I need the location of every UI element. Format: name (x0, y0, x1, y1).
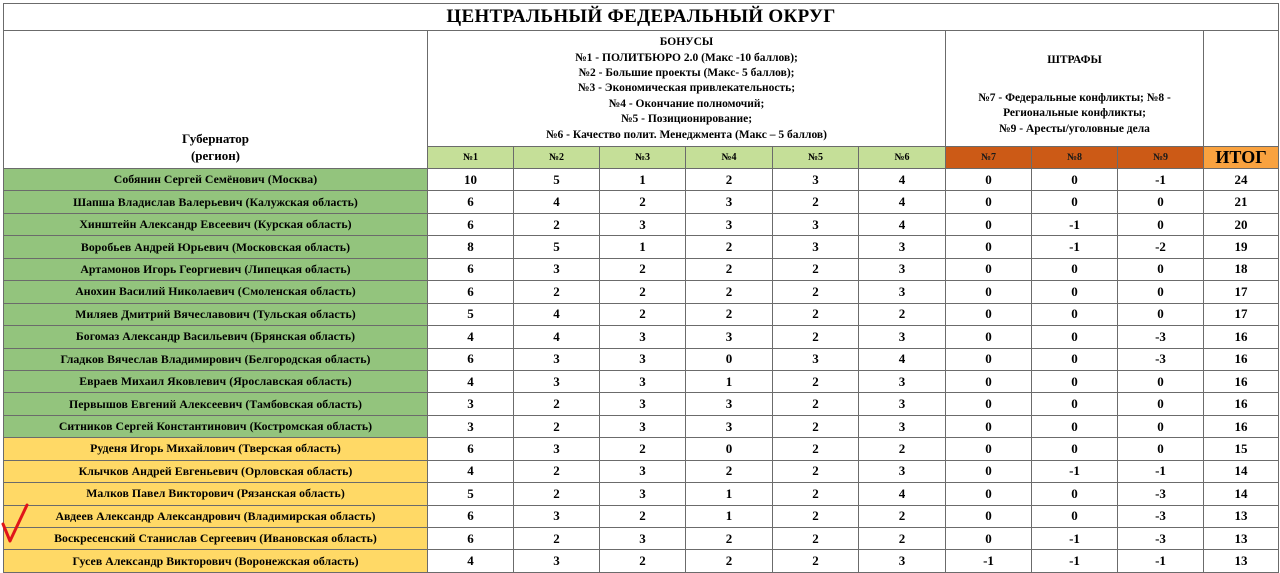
score-cell: 0 (1032, 505, 1118, 527)
score-cell: 1 (686, 505, 773, 527)
total-cell: 17 (1204, 281, 1279, 303)
score-cell: 3 (859, 393, 946, 415)
score-cell: 3 (859, 236, 946, 258)
score-cell: 2 (773, 460, 859, 482)
score-cell: 2 (514, 281, 600, 303)
score-cell: 4 (859, 348, 946, 370)
score-cell: 6 (428, 281, 514, 303)
total-header: ИТОГ (1204, 147, 1279, 169)
column-header: №4 (686, 147, 773, 169)
score-cell: 3 (514, 438, 600, 460)
column-header: №6 (859, 147, 946, 169)
score-cell: 3 (514, 348, 600, 370)
score-cell: -3 (1118, 483, 1204, 505)
score-cell: 3 (859, 326, 946, 348)
score-cell: -1 (1032, 550, 1118, 572)
total-cell: 18 (1204, 258, 1279, 280)
total-cell: 19 (1204, 236, 1279, 258)
score-cell: 6 (428, 438, 514, 460)
table-row (4, 528, 1279, 550)
score-cell: -3 (1118, 348, 1204, 370)
score-cell: 4 (428, 370, 514, 392)
total-cell: 16 (1204, 326, 1279, 348)
governor-name: Евраев Михаил Яковлевич (Ярославская область) (4, 370, 428, 392)
score-cell: 1 (600, 169, 686, 191)
governor-name: Хинштейн Александр Евсеевич (Курская область) (4, 213, 428, 235)
score-cell: 2 (686, 258, 773, 280)
score-cell: 3 (600, 460, 686, 482)
governor-name: Руденя Игорь Михайлович (Тверская область) (4, 438, 428, 460)
column-header: №5 (773, 147, 859, 169)
table-row (4, 393, 1279, 415)
score-cell: 2 (514, 213, 600, 235)
score-cell: 3 (428, 393, 514, 415)
score-cell: 0 (1032, 281, 1118, 303)
score-cell: 4 (514, 326, 600, 348)
score-cell: 2 (773, 326, 859, 348)
column-header: №3 (600, 147, 686, 169)
table-row (4, 370, 1279, 392)
score-cell: 0 (1118, 191, 1204, 213)
table-row (4, 460, 1279, 482)
score-cell: 0 (946, 169, 1032, 191)
score-cell: 2 (686, 303, 773, 325)
score-cell: 0 (1032, 415, 1118, 437)
score-cell: 0 (1118, 438, 1204, 460)
score-cell: -1 (1118, 169, 1204, 191)
score-cell: 0 (686, 348, 773, 370)
score-cell: 0 (946, 483, 1032, 505)
total-cell: 14 (1204, 483, 1279, 505)
score-cell: 10 (428, 169, 514, 191)
score-cell: -1 (1032, 528, 1118, 550)
score-cell: 0 (946, 393, 1032, 415)
total-cell: 16 (1204, 370, 1279, 392)
score-cell: 0 (946, 326, 1032, 348)
score-cell: 2 (600, 550, 686, 572)
score-cell: 3 (428, 415, 514, 437)
score-cell: 0 (686, 438, 773, 460)
score-cell: 0 (946, 460, 1032, 482)
table-row (4, 236, 1279, 258)
score-cell: 8 (428, 236, 514, 258)
governor-header: Губернатор (регион) (4, 31, 428, 169)
score-cell: 2 (600, 505, 686, 527)
governor-name: Анохин Василий Николаевич (Смоленская область) (4, 281, 428, 303)
score-cell: 3 (773, 213, 859, 235)
checkmark-icon (0, 503, 30, 543)
score-cell: 3 (859, 415, 946, 437)
table-row (4, 505, 1279, 527)
total-cell: 16 (1204, 348, 1279, 370)
score-cell: 4 (514, 191, 600, 213)
rating-table (3, 3, 1279, 573)
score-cell: 6 (428, 528, 514, 550)
governor-name: Шапша Владислав Валерьевич (Калужская область) (4, 191, 428, 213)
rating-table-container (3, 3, 1278, 573)
table-row (4, 348, 1279, 370)
governor-name: Клычков Андрей Евгеньевич (Орловская область) (4, 460, 428, 482)
score-cell: 6 (428, 191, 514, 213)
score-cell: 2 (686, 460, 773, 482)
score-cell: 0 (1032, 169, 1118, 191)
score-cell: 2 (686, 550, 773, 572)
score-cell: 0 (946, 528, 1032, 550)
score-cell: -2 (1118, 236, 1204, 258)
column-header: №1 (428, 147, 514, 169)
score-cell: 4 (428, 460, 514, 482)
score-cell: 3 (600, 483, 686, 505)
score-cell: 2 (686, 528, 773, 550)
governor-name: Первышов Евгений Алексеевич (Тамбовская область) (4, 393, 428, 415)
score-cell: 3 (859, 460, 946, 482)
total-cell: 15 (1204, 438, 1279, 460)
table-row (4, 550, 1279, 572)
score-cell: 0 (946, 281, 1032, 303)
score-cell: 2 (686, 236, 773, 258)
score-cell: 0 (1118, 213, 1204, 235)
score-cell: 0 (946, 438, 1032, 460)
column-header: №9 (1118, 147, 1204, 169)
score-cell: 2 (773, 415, 859, 437)
table-title: ЦЕНТРАЛЬНЫЙ ФЕДЕРАЛЬНЫЙ ОКРУГ (4, 4, 1279, 31)
score-cell: 3 (514, 258, 600, 280)
score-cell: 0 (1032, 483, 1118, 505)
score-cell: 0 (946, 415, 1032, 437)
score-cell: 4 (859, 213, 946, 235)
table-row (4, 169, 1279, 191)
score-cell: 3 (686, 393, 773, 415)
score-cell: 0 (1032, 348, 1118, 370)
governor-name: Собянин Сергей Семёнович (Москва) (4, 169, 428, 191)
governor-name: Воскресенский Станислав Сергеевич (Ивановская область) (4, 528, 428, 550)
score-cell: 0 (946, 258, 1032, 280)
score-cell: 6 (428, 505, 514, 527)
score-cell: 0 (946, 236, 1032, 258)
score-cell: 3 (686, 326, 773, 348)
governor-name: Ситников Сергей Константинович (Костромская область) (4, 415, 428, 437)
score-cell: 3 (686, 191, 773, 213)
score-cell: -1 (1118, 550, 1204, 572)
score-cell: -3 (1118, 326, 1204, 348)
score-cell: 0 (946, 505, 1032, 527)
score-cell: 0 (1032, 258, 1118, 280)
bonus-header: БОНУСЫ №1 - ПОЛИТБЮРО 2.0 (Макс -10 баллов); №2 - Большие проекты (Макс- 5 баллов); №3 - Экономическая привлекательность; №4 - Окончание полномочий; №5 - Позиционирование; №6 - Качество полит. Менеджмента (Макс – 5 баллов) (428, 31, 946, 147)
score-cell: 2 (773, 483, 859, 505)
governor-name: Гусев Александр Викторович (Воронежская область) (4, 550, 428, 572)
score-cell: 1 (686, 370, 773, 392)
score-cell: 2 (600, 438, 686, 460)
table-row (4, 326, 1279, 348)
score-cell: 3 (686, 415, 773, 437)
score-cell: 0 (946, 191, 1032, 213)
score-cell: 4 (428, 326, 514, 348)
score-cell: 0 (946, 370, 1032, 392)
score-cell: 4 (859, 191, 946, 213)
governor-name: Богомаз Александр Васильевич (Брянская область) (4, 326, 428, 348)
score-cell: 3 (859, 370, 946, 392)
score-cell: 5 (514, 169, 600, 191)
score-cell: 2 (773, 191, 859, 213)
governor-name: Артамонов Игорь Георгиевич (Липецкая область) (4, 258, 428, 280)
score-cell: 0 (946, 348, 1032, 370)
score-cell: 3 (859, 281, 946, 303)
table-row (4, 258, 1279, 280)
table-row (4, 281, 1279, 303)
score-cell: 3 (600, 528, 686, 550)
score-cell: 3 (773, 236, 859, 258)
score-cell: 6 (428, 348, 514, 370)
score-cell: -1 (1118, 460, 1204, 482)
total-cell: 13 (1204, 528, 1279, 550)
score-cell: 1 (686, 483, 773, 505)
score-cell: 3 (514, 370, 600, 392)
score-cell: 2 (514, 415, 600, 437)
governor-name: Миляев Дмитрий Вячеславович (Тульская область) (4, 303, 428, 325)
score-cell: 4 (859, 483, 946, 505)
score-cell: -3 (1118, 528, 1204, 550)
score-cell: 2 (859, 505, 946, 527)
table-row (4, 438, 1279, 460)
score-cell: 2 (686, 169, 773, 191)
score-cell: 0 (1032, 303, 1118, 325)
score-cell: 2 (773, 370, 859, 392)
score-cell: 0 (1032, 370, 1118, 392)
score-cell: -3 (1118, 505, 1204, 527)
table-row (4, 191, 1279, 213)
score-cell: 2 (773, 393, 859, 415)
total-header-fill (1204, 31, 1279, 147)
score-cell: 2 (773, 438, 859, 460)
score-cell: 2 (773, 281, 859, 303)
score-cell: 0 (946, 213, 1032, 235)
total-cell: 16 (1204, 393, 1279, 415)
governor-name: Воробьев Андрей Юрьевич (Московская область) (4, 236, 428, 258)
column-header: №8 (1032, 147, 1118, 169)
score-cell: 6 (428, 258, 514, 280)
score-cell: 2 (773, 550, 859, 572)
score-cell: 0 (1118, 303, 1204, 325)
score-cell: 0 (1118, 258, 1204, 280)
score-cell: 2 (859, 528, 946, 550)
score-cell: 4 (514, 303, 600, 325)
score-cell: 2 (514, 528, 600, 550)
score-cell: 0 (1032, 393, 1118, 415)
score-cell: 2 (600, 258, 686, 280)
score-cell: 2 (686, 281, 773, 303)
total-cell: 24 (1204, 169, 1279, 191)
score-cell: 0 (946, 303, 1032, 325)
score-cell: 2 (600, 191, 686, 213)
column-header: №2 (514, 147, 600, 169)
score-cell: 0 (1118, 370, 1204, 392)
governor-name: Гладков Вячеслав Владимирович (Белгородская область) (4, 348, 428, 370)
total-cell: 20 (1204, 213, 1279, 235)
score-cell: 3 (773, 348, 859, 370)
score-cell: 4 (859, 169, 946, 191)
score-cell: 0 (1032, 191, 1118, 213)
score-cell: 2 (514, 483, 600, 505)
governor-name: Малков Павел Викторович (Рязанская область) (4, 483, 428, 505)
score-cell: 3 (600, 213, 686, 235)
score-cell: 3 (600, 348, 686, 370)
score-cell: -1 (1032, 213, 1118, 235)
score-cell: 2 (514, 393, 600, 415)
total-cell: 16 (1204, 415, 1279, 437)
score-cell: 5 (428, 483, 514, 505)
penalty-header: ШТРАФЫ №7 - Федеральные конфликты; №8 - Региональные конфликты; №9 - Аресты/уголовные дела (946, 31, 1204, 147)
score-cell: 2 (773, 303, 859, 325)
score-cell: 3 (514, 505, 600, 527)
total-cell: 13 (1204, 505, 1279, 527)
score-cell: 5 (514, 236, 600, 258)
score-cell: -1 (946, 550, 1032, 572)
score-cell: 2 (600, 281, 686, 303)
score-cell: 0 (1118, 415, 1204, 437)
score-cell: 2 (514, 460, 600, 482)
score-cell: 3 (600, 393, 686, 415)
score-cell: 6 (428, 213, 514, 235)
score-cell: 2 (773, 258, 859, 280)
score-cell: 2 (859, 438, 946, 460)
score-cell: 2 (600, 303, 686, 325)
score-cell: 0 (1118, 393, 1204, 415)
score-cell: 3 (859, 258, 946, 280)
score-cell: 4 (428, 550, 514, 572)
score-cell: 3 (773, 169, 859, 191)
score-cell: 2 (773, 528, 859, 550)
score-cell: 2 (859, 303, 946, 325)
score-cell: 3 (859, 550, 946, 572)
score-cell: 3 (514, 550, 600, 572)
score-cell: 0 (1032, 326, 1118, 348)
table-row (4, 213, 1279, 235)
score-cell: 3 (600, 370, 686, 392)
score-cell: 3 (600, 415, 686, 437)
table-row (4, 483, 1279, 505)
score-cell: -1 (1032, 460, 1118, 482)
score-cell: 3 (686, 213, 773, 235)
score-cell: -1 (1032, 236, 1118, 258)
table-row (4, 415, 1279, 437)
score-cell: 2 (773, 505, 859, 527)
score-cell: 0 (1032, 438, 1118, 460)
total-cell: 21 (1204, 191, 1279, 213)
column-header: №7 (946, 147, 1032, 169)
score-cell: 0 (1118, 281, 1204, 303)
governor-name: Авдеев Александр Александрович (Владимирская область) (4, 505, 428, 527)
total-cell: 14 (1204, 460, 1279, 482)
score-cell: 1 (600, 236, 686, 258)
score-cell: 3 (600, 326, 686, 348)
score-cell: 5 (428, 303, 514, 325)
total-cell: 17 (1204, 303, 1279, 325)
total-cell: 13 (1204, 550, 1279, 572)
table-row (4, 303, 1279, 325)
